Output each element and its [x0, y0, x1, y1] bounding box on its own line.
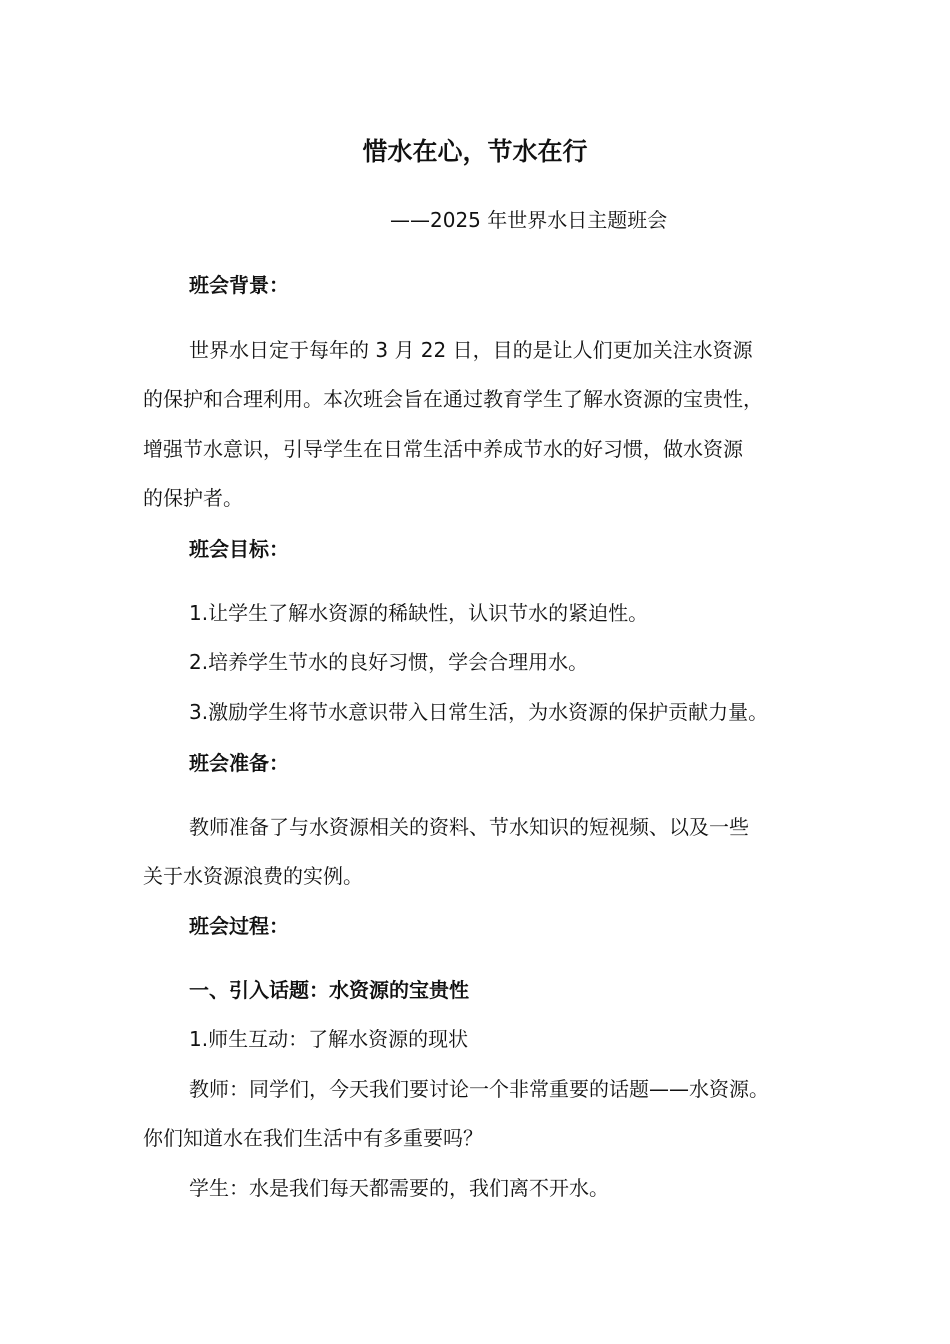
document-title: 惜水在心，节水在行 [362, 137, 588, 166]
preparation-heading: 班会准备： [189, 751, 289, 775]
student-line: 学生：水是我们每天都需要的，我们离不开水。 [189, 1176, 609, 1200]
preparation-line: 教师准备了与水资源相关的资料、节水知识的短视频、以及一些 [189, 815, 749, 839]
background-line: 的保护者。 [143, 486, 243, 510]
preparation-line: 关于水资源浪费的实例。 [143, 864, 363, 888]
goal-item: 3.激励学生将节水意识带入日常生活，为水资源的保护贡献力量。 [189, 700, 769, 724]
background-line: 世界水日定于每年的 3 月 22 日，目的是让人们更加关注水资源 [189, 338, 753, 362]
process-heading: 班会过程： [189, 914, 289, 938]
step-heading: 1.师生互动：了解水资源的现状 [189, 1027, 469, 1051]
background-heading: 班会背景： [189, 273, 289, 297]
goal-item: 2.培养学生节水的良好习惯，学会合理用水。 [189, 650, 589, 674]
teacher-line: 教师：同学们，今天我们要讨论一个非常重要的话题——水资源。 [189, 1077, 769, 1101]
teacher-line: 你们知道水在我们生活中有多重要吗？ [143, 1126, 483, 1150]
background-line: 增强节水意识，引导学生在日常生活中养成节水的好习惯，做水资源 [143, 437, 743, 461]
section-heading: 一、引入话题：水资源的宝贵性 [189, 978, 469, 1002]
goals-heading: 班会目标： [189, 537, 289, 561]
goal-item: 1.让学生了解水资源的稀缺性，认识节水的紧迫性。 [189, 601, 649, 625]
document-subtitle: ——2025 年世界水日主题班会 [390, 208, 668, 232]
background-line: 的保护和合理利用。本次班会旨在通过教育学生了解水资源的宝贵性， [143, 387, 763, 411]
